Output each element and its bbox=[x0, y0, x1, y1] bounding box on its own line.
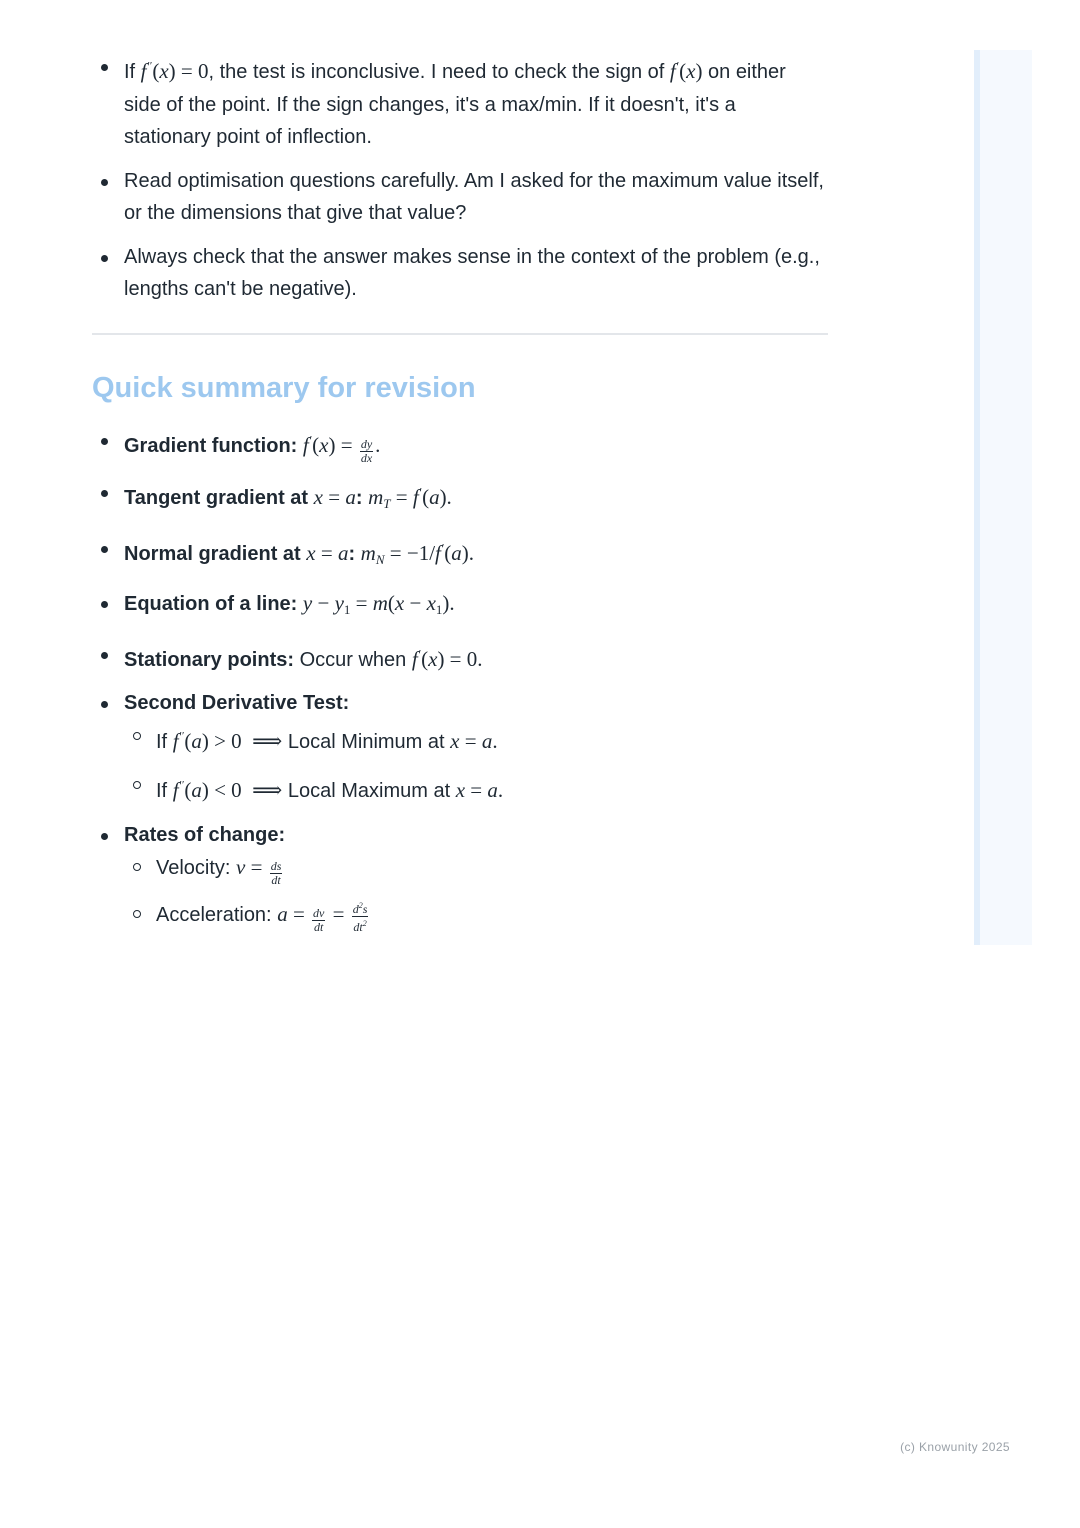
sub-list bbox=[124, 720, 828, 808]
summary-list bbox=[92, 424, 828, 934]
math-expression: f′(x) = $\frac{dy}{dx}$ . bbox=[302, 433, 381, 465]
math-expression: v = $\frac{ds}{dt}$ bbox=[236, 855, 282, 887]
label: Stationary points: bbox=[124, 648, 295, 671]
label: Equation of a line: bbox=[124, 593, 298, 615]
text: If bbox=[124, 61, 141, 83]
math-expression: $m_N = -1/f'(a)$. bbox=[360, 540, 475, 567]
list-item bbox=[92, 687, 828, 808]
math-expression: x = a bbox=[313, 485, 356, 509]
summary-section bbox=[92, 424, 828, 945]
math-expression: x = a. bbox=[450, 728, 498, 753]
list-item: Tangent gradient at x = a: $m_T = f'(a)$. bbox=[92, 476, 828, 521]
sub-list-item bbox=[124, 720, 828, 759]
intro-section bbox=[92, 50, 828, 317]
label: Rates of change: bbox=[124, 823, 286, 846]
list-item: Always check that the answer makes sense in the context of the problem (e.g., lengths can't be negative). bbox=[92, 241, 828, 306]
label: Normal gradient at bbox=[124, 542, 301, 565]
text: If bbox=[156, 780, 168, 802]
math-expression: f′(x) = 0. bbox=[411, 646, 483, 671]
math-expression: a = $\frac{dv}{dt}$ = $\frac{d^2s}{dt^2}$ bbox=[277, 901, 368, 934]
math-expression: x = a bbox=[306, 540, 349, 565]
math-expression: f′′(a) < 0 ⟹ bbox=[172, 778, 283, 802]
math-expression: $m_T = f'(a)$. bbox=[368, 485, 452, 511]
list-item: Read optimisation questions carefully. Am I asked for the maximum value itself, or the dimensions that give that value? bbox=[92, 165, 828, 230]
divider bbox=[92, 333, 828, 335]
sub-list-item bbox=[124, 898, 828, 934]
sub-list-item bbox=[124, 769, 828, 808]
label: Gradient function: bbox=[124, 435, 298, 457]
label: Tangent gradient at bbox=[124, 487, 309, 509]
sub-list-item bbox=[124, 851, 828, 887]
label: Second Derivative Test: bbox=[124, 692, 350, 714]
list-item: Normal gradient at x = a: $m_N = -1/f'(a)$. bbox=[92, 532, 828, 577]
sub-list bbox=[124, 851, 828, 934]
list-item bbox=[92, 587, 828, 627]
copyright-footer: (c) Knowunity 2025 bbox=[900, 1440, 1010, 1454]
math-expression: $y - y_1 = m(x - x_1)$. bbox=[302, 591, 455, 617]
section-heading: Quick summary for revision bbox=[92, 372, 476, 404]
math-expression: f′′(x) = 0 bbox=[140, 59, 209, 83]
math-expression: f′′(a) > 0 ⟹ bbox=[172, 728, 283, 753]
text: Occur when bbox=[299, 648, 407, 671]
text: Velocity: bbox=[156, 857, 231, 879]
text: Local Maximum at bbox=[287, 780, 451, 802]
list-item bbox=[92, 50, 828, 154]
text: If bbox=[156, 730, 168, 753]
text: , the test is inconclusive. I need to check the sign of bbox=[208, 61, 670, 83]
list-item bbox=[92, 819, 828, 935]
list-item bbox=[92, 424, 828, 465]
side-panel bbox=[974, 50, 1032, 945]
text: Acceleration: bbox=[156, 904, 272, 926]
list-item bbox=[92, 638, 828, 677]
intro-list bbox=[92, 50, 828, 306]
text: Local Minimum at bbox=[287, 730, 445, 753]
text: on either side of the point. If the sign changes, it's a max/min. If it doesn't, it's a stationary point of inflection. bbox=[124, 61, 786, 148]
math-expression: f′(x) bbox=[669, 59, 703, 83]
math-expression: x = a. bbox=[455, 778, 504, 802]
